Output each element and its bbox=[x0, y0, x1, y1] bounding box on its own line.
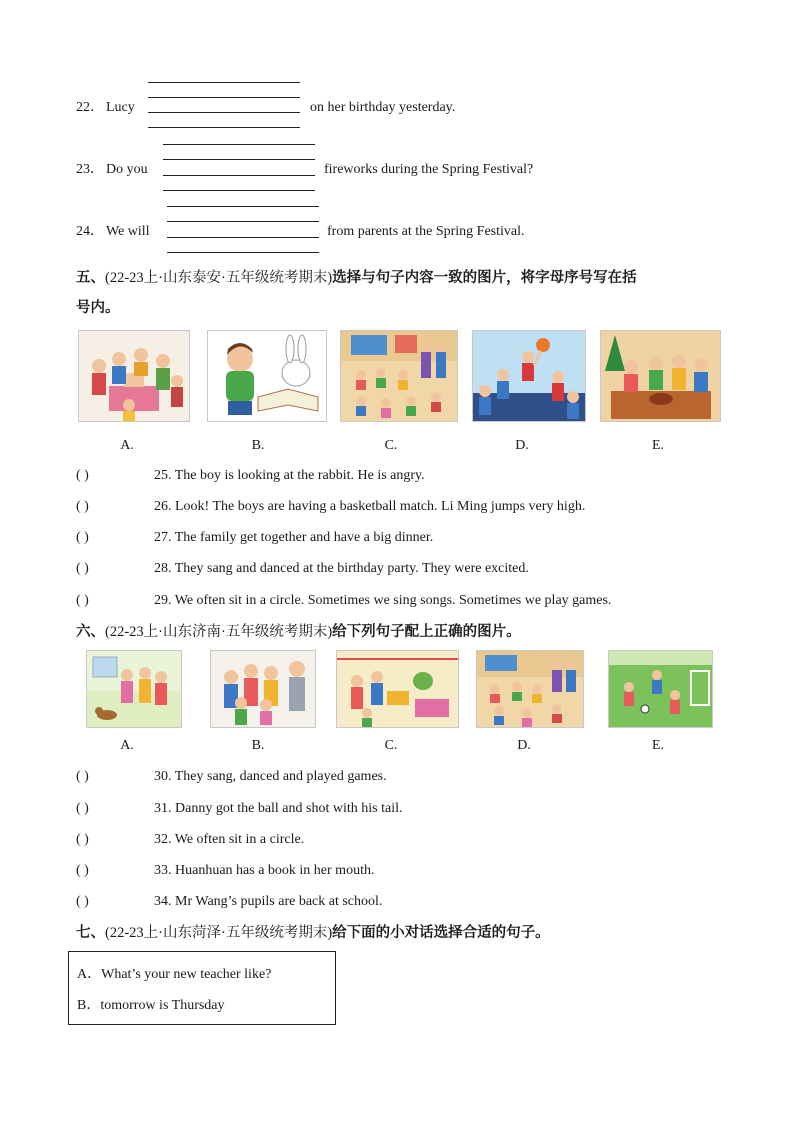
q23-number: 23． bbox=[76, 162, 104, 177]
section5-label-c: C. bbox=[384, 438, 398, 453]
picture-b-boy-and-rabbit bbox=[207, 330, 327, 422]
option-b: B．tomorrow is Thursday bbox=[77, 998, 225, 1013]
answer-blank-30[interactable]: ( ) bbox=[76, 769, 89, 784]
section5-label-e: E. bbox=[651, 438, 665, 453]
section6-label-b: B. bbox=[251, 738, 265, 753]
answer-blank-25[interactable]: ( ) bbox=[76, 468, 89, 483]
section6-label-c: C. bbox=[384, 738, 398, 753]
answer-blank-31[interactable]: ( ) bbox=[76, 801, 89, 816]
q24-number: 24． bbox=[76, 224, 104, 239]
question-25: ( ) 25. The boy is looking at the rabbit. He is angry. bbox=[76, 468, 425, 483]
answer-blank-28[interactable]: ( ) bbox=[76, 561, 89, 576]
q23-before: Do you bbox=[106, 162, 148, 177]
picture-6c-party-games bbox=[336, 650, 459, 728]
options-box bbox=[68, 951, 336, 1025]
q22-before: Lucy bbox=[106, 100, 135, 115]
question-32: ( ) 32. We often sit in a circle. bbox=[76, 832, 305, 847]
question-28: ( ) 28. They sang and danced at the birthday party. They were excited. bbox=[76, 561, 529, 576]
section5-title: 五、(22-23上·山东泰安·五年级统考期末)选择与句子内容一致的图片，将字母序号写在括 号内。 bbox=[76, 270, 637, 316]
question-29: ( ) 29. We often sit in a circle. Sometimes we sing songs. Sometimes we play games. bbox=[76, 593, 612, 608]
question-33: ( ) 33. Huanhuan has a book in her mouth. bbox=[76, 863, 375, 878]
picture-6e-football-field bbox=[608, 650, 713, 728]
picture-e-family-dinner bbox=[600, 330, 721, 422]
section7-title: 七、(22-23上·山东菏泽·五年级统考期末)给下面的小对话选择合适的句子。 bbox=[76, 925, 550, 941]
question-27: ( ) 27. The family get together and have a big dinner. bbox=[76, 530, 434, 545]
picture-6a-girls-and-dog bbox=[86, 650, 182, 728]
answer-blank-27[interactable]: ( ) bbox=[76, 530, 89, 545]
q24-before: We will bbox=[106, 224, 150, 239]
section6-title: 六、(22-23上·山东济南·五年级统考期末)给下列句子配上正确的图片。 bbox=[76, 624, 521, 640]
answer-blank-32[interactable]: ( ) bbox=[76, 832, 89, 847]
question-31: ( ) 31. Danny got the ball and shot with his tail. bbox=[76, 801, 403, 816]
question-30: ( ) 30. They sang, danced and played games. bbox=[76, 769, 387, 784]
answer-blank-34[interactable]: ( ) bbox=[76, 894, 89, 909]
question-34: ( ) 34. Mr Wang’s pupils are back at school. bbox=[76, 894, 383, 909]
picture-d-basketball-match bbox=[472, 330, 586, 422]
picture-6b-teacher-and-pupils bbox=[210, 650, 316, 728]
section6-label-d: D. bbox=[517, 738, 531, 753]
option-a: A．What’s your new teacher like? bbox=[77, 967, 272, 982]
section6-label-e: E. bbox=[651, 738, 665, 753]
picture-a-birthday-party bbox=[78, 330, 190, 422]
q23-after: fireworks during the Spring Festival? bbox=[324, 162, 534, 177]
q24-after: from parents at the Spring Festival. bbox=[327, 224, 525, 239]
answer-blank-29[interactable]: ( ) bbox=[76, 593, 89, 608]
q22-number: 22． bbox=[76, 100, 104, 115]
answer-blank-33[interactable]: ( ) bbox=[76, 863, 89, 878]
picture-6d-classroom-circle bbox=[476, 650, 584, 728]
q22-after: on her birthday yesterday. bbox=[310, 100, 456, 115]
question-26: ( ) 26. Look! The boys are having a basketball match. Li Ming jumps very high. bbox=[76, 499, 586, 514]
section5-label-a: A. bbox=[120, 438, 134, 453]
section5-label-d: D. bbox=[515, 438, 529, 453]
picture-c-classroom-circle bbox=[340, 330, 458, 422]
section5-label-b: B. bbox=[251, 438, 265, 453]
section6-label-a: A. bbox=[120, 738, 134, 753]
answer-blank-26[interactable]: ( ) bbox=[76, 499, 89, 514]
